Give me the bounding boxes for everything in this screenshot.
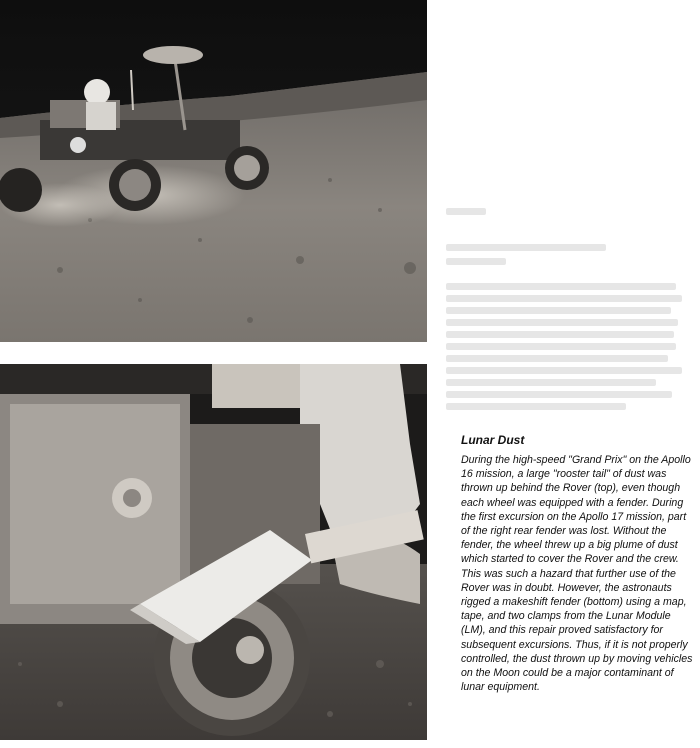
bleed-through-line — [446, 283, 676, 290]
caption — [461, 433, 693, 694]
bleed-through-line — [446, 343, 676, 350]
bleed-through-line — [446, 307, 671, 314]
bleed-through-line — [446, 319, 678, 326]
photo-rover-fender-repair — [0, 364, 427, 740]
bleed-through-line — [446, 244, 606, 251]
rover-rooster-tail-image — [0, 0, 427, 342]
bleed-through-line — [446, 391, 672, 398]
bleed-through-line — [446, 331, 674, 338]
bleed-through-line — [446, 355, 668, 362]
bleed-through-line — [446, 379, 656, 386]
rover-fender-repair-image — [0, 364, 427, 740]
caption-body: During the high-speed "Grand Prix" on the Apollo 16 mission, a large "rooster tail" of dust was thrown up behind the Rover (top), even though each wheel was equipped with a fender. During the first excursion on the Apollo 17 mission, part of the right rear fender was lost. Without the fender, the wheel threw up a big plume of dust which started to cover the Rover and the crew. This was such a hazard that further use of the Rover was in doubt. However, the astronauts rigged a makeshift fender (bottom) using a map, tape, and two clamps from the Lunar Module (LM), and this repair proved satisfactory for subsequent excursions. Thus, if it is not properly controlled, the dust thrown up by moving vehicles on the Moon could be a major contaminant of lunar equipment. — [461, 454, 693, 694]
bleed-through-line — [446, 295, 682, 302]
bleed-through-line — [446, 258, 506, 265]
caption-title: Lunar Dust — [461, 433, 525, 447]
photo-rover-rooster-tail — [0, 0, 427, 342]
bleed-through-line — [446, 208, 486, 215]
bleed-through-line — [446, 367, 682, 374]
bleed-through-line — [446, 403, 626, 410]
